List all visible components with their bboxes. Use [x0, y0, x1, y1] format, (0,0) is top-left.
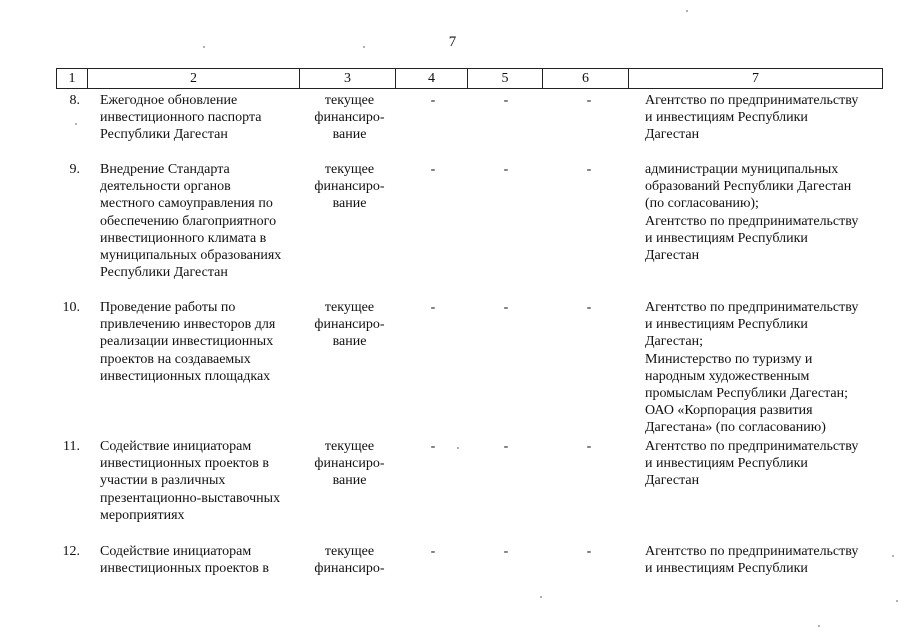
- scan-speck: [203, 46, 205, 48]
- executor: Агентство по предпринимательству и инвестициям Республики Дагестан: [645, 93, 859, 143]
- col6-value: -: [586, 162, 592, 177]
- executor: Агентство по предпринимательству и инвестициям Республики Дагестан; Министерство по туризму и народным художественным промыслам Республики Дагестан; ОАО «Корпорация развития Дагестана» (по согласованию): [645, 300, 859, 436]
- col4-value: -: [430, 544, 436, 559]
- measure-name: Ежегодное обновление инвестиционного паспорта Республики Дагестан: [100, 93, 262, 143]
- header-col-5: 5: [467, 69, 542, 88]
- row-number: 8.: [69, 93, 80, 108]
- executor: Агентство по предпринимательству и инвестициям Республики Дагестан: [645, 439, 859, 489]
- header-col-3: 3: [299, 69, 395, 88]
- row-number: 12.: [62, 544, 80, 559]
- scan-speck: [363, 46, 365, 48]
- measure-name: Проведение работы по привлечению инвесторов для реализации инвестиционных проектов на создаваемых инвестиционных площадках: [100, 300, 276, 384]
- financing-source: текущее финансиро- вание: [314, 93, 385, 143]
- col4-value: -: [430, 93, 436, 108]
- financing-source: текущее финансиро- вание: [314, 162, 385, 212]
- col6-value: -: [586, 544, 592, 559]
- scan-speck: [686, 10, 688, 12]
- scan-speck: [75, 123, 77, 125]
- col5-value: -: [503, 162, 509, 177]
- scan-speck: [457, 447, 459, 449]
- measure-name: Содействие инициаторам инвестиционных проектов в: [100, 544, 269, 577]
- scan-speck: [818, 625, 820, 627]
- scan-speck: [896, 600, 898, 602]
- col6-value: -: [586, 300, 592, 315]
- col5-value: -: [503, 544, 509, 559]
- measure-name: Внедрение Стандарта деятельности органов местного самоуправления по обеспечению благоприятного инвестиционного климата в муниципальных образованиях Республики Дагестан: [100, 162, 282, 281]
- col4-value: -: [430, 300, 436, 315]
- col4-value: -: [430, 162, 436, 177]
- header-col-6: 6: [542, 69, 628, 88]
- executor: администрации муниципальных образований Республики Дагестан (по согласованию); Агентство по предпринимательству и инвестициям Республики Дагестан: [645, 162, 859, 264]
- row-number: 11.: [63, 439, 80, 454]
- scan-speck: [540, 596, 542, 598]
- row-number: 9.: [69, 162, 80, 177]
- scan-speck: [892, 555, 894, 557]
- executor: Агентство по предпринимательству и инвестициям Республики: [645, 544, 859, 577]
- header-col-4: 4: [395, 69, 467, 88]
- col5-value: -: [503, 300, 509, 315]
- measure-name: Содействие инициаторам инвестиционных проектов в участии в различных презентационно-выставочных мероприятиях: [100, 439, 281, 523]
- financing-source: текущее финансиро-: [314, 544, 385, 577]
- col6-value: -: [586, 439, 592, 454]
- col6-value: -: [586, 93, 592, 108]
- financing-source: текущее финансиро- вание: [314, 439, 385, 489]
- page-number: 7: [448, 34, 457, 50]
- col5-value: -: [503, 439, 509, 454]
- col4-value: -: [430, 439, 436, 454]
- header-col-2: 2: [87, 69, 299, 88]
- header-col-7: 7: [628, 69, 883, 88]
- col5-value: -: [503, 93, 509, 108]
- financing-source: текущее финансиро- вание: [314, 300, 385, 350]
- header-col-1: 1: [56, 69, 87, 88]
- table-header: [56, 68, 883, 89]
- row-number: 10.: [62, 300, 80, 315]
